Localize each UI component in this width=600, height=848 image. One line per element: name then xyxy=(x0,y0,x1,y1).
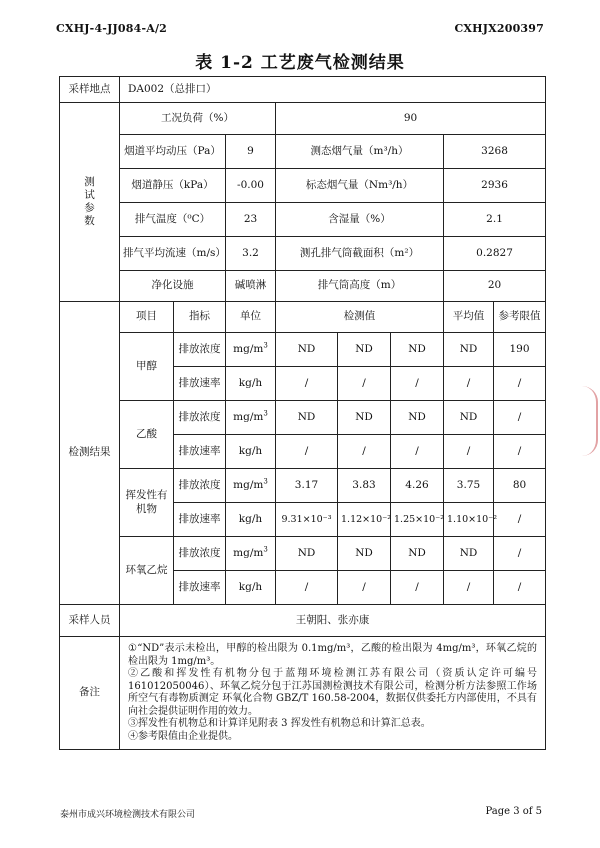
header-limit: 参考限值 xyxy=(494,302,546,333)
param-value: -0.00 xyxy=(226,169,276,203)
value-cell: / xyxy=(391,367,444,401)
average-cell: / xyxy=(444,367,494,401)
value-cell: / xyxy=(276,435,338,469)
param-label: 排气平均流速（m/s） xyxy=(120,237,226,271)
average-cell: ND xyxy=(444,333,494,367)
header-item: 项目 xyxy=(120,302,174,333)
unit: kg/h xyxy=(226,503,276,537)
sampler-value: 王朝阳、张亦康 xyxy=(120,605,546,637)
remark-4: ④参考限值由企业提供。 xyxy=(128,730,238,742)
indicator: 排放速率 xyxy=(174,571,226,605)
value-cell: / xyxy=(276,367,338,401)
param-label: 含湿量（%） xyxy=(276,203,444,237)
param-label: 净化设施 xyxy=(120,271,226,302)
indicator: 排放速率 xyxy=(174,367,226,401)
value-cell: 9.31×10⁻³ xyxy=(276,503,338,537)
sampling-site-row xyxy=(60,77,546,103)
param-row xyxy=(60,135,546,169)
table-row xyxy=(60,469,546,503)
header-value: 检测值 xyxy=(276,302,444,333)
param-value: 3268 xyxy=(444,135,546,169)
value-cell: 1.25×10⁻² xyxy=(391,503,444,537)
pollutant-name: 甲醇 xyxy=(120,333,174,401)
header-indicator: 指标 xyxy=(174,302,226,333)
value-cell: ND xyxy=(276,401,338,435)
value-cell: ND xyxy=(276,537,338,571)
param-value: 20 xyxy=(444,271,546,302)
value-cell: ND xyxy=(391,537,444,571)
load-row xyxy=(60,103,546,135)
average-cell: 1.10×10⁻² xyxy=(444,503,494,537)
average-cell: 3.75 xyxy=(444,469,494,503)
limit-cell: / xyxy=(494,435,546,469)
remark-3: ③挥发性有机物总和计算详见附表 3 挥发性有机物总和计算汇总表。 xyxy=(128,718,431,729)
unit: $mg/m^3$ xyxy=(226,401,276,435)
remarks-label: 备注 xyxy=(60,637,120,750)
sampling-site-value: DA002（总排口） xyxy=(120,77,546,103)
header-unit: 单位 xyxy=(226,302,276,333)
indicator: 排放浓度 xyxy=(174,333,226,367)
remark-1: ①“ND”表示未检出，甲醇的检出限为 0.1mg/m³，乙酸的检出限为 4mg/m³，环氧乙烷的检出限为 1mg/m³。 xyxy=(128,643,538,667)
remarks-row xyxy=(60,637,546,750)
param-value: 2.1 xyxy=(444,203,546,237)
results-header-row xyxy=(60,302,546,333)
pollutant-name: 环氧乙烷 xyxy=(120,537,174,605)
param-row xyxy=(60,169,546,203)
value-cell: ND xyxy=(391,333,444,367)
param-label: 测孔排气筒截面积（m²） xyxy=(276,237,444,271)
pollutant-name: 乙酸 xyxy=(120,401,174,469)
param-value: 3.2 xyxy=(226,237,276,271)
value-cell: 3.17 xyxy=(276,469,338,503)
param-row xyxy=(60,271,546,302)
value-cell: ND xyxy=(276,333,338,367)
indicator: 排放浓度 xyxy=(174,469,226,503)
value-cell: ND xyxy=(391,401,444,435)
unit: $mg/m^3$ xyxy=(226,537,276,571)
param-row xyxy=(60,203,546,237)
table-row xyxy=(60,333,546,367)
load-label: 工况负荷（%） xyxy=(120,103,276,135)
page-number: Page 3 of 5 xyxy=(485,806,542,817)
sampler-row xyxy=(60,605,546,637)
waste-gas-results-table xyxy=(59,76,546,750)
sampler-label: 采样人员 xyxy=(60,605,120,637)
seal-stamp-fragment xyxy=(582,386,600,466)
table-row xyxy=(60,401,546,435)
value-cell: 1.12×10⁻² xyxy=(338,503,391,537)
pollutant-name: 挥发性有机物 xyxy=(120,469,174,537)
value-cell: / xyxy=(391,571,444,605)
param-value: 9 xyxy=(226,135,276,169)
value-cell: ND xyxy=(338,537,391,571)
limit-cell: / xyxy=(494,537,546,571)
average-cell: ND xyxy=(444,401,494,435)
unit: $mg/m^3$ xyxy=(226,333,276,367)
value-cell: ND xyxy=(338,333,391,367)
value-cell: / xyxy=(391,435,444,469)
results-section-label: 检测结果 xyxy=(60,302,120,605)
indicator: 排放速率 xyxy=(174,503,226,537)
indicator: 排放浓度 xyxy=(174,401,226,435)
value-cell: 3.83 xyxy=(338,469,391,503)
limit-cell: / xyxy=(494,503,546,537)
param-value: 2936 xyxy=(444,169,546,203)
limit-cell: 190 xyxy=(494,333,546,367)
params-section-label: 测 试 参 数 xyxy=(60,103,120,302)
unit: kg/h xyxy=(226,571,276,605)
table-row xyxy=(60,537,546,571)
value-cell: 4.26 xyxy=(391,469,444,503)
limit-cell: 80 xyxy=(494,469,546,503)
remark-2: ②乙酸和挥发性有机物分包于蓝翔环境检测江苏有限公司（资质认定许可编号161012050046）、环氧乙烷分包于江苏国测检测技术有限公司，检测分析方法参照工作场所空气有毒物质测定 环氧化合物 GBZ/T 160.58-2004，数据仅供委托方内部使用，不具有向社会提供证明作用的效力。 xyxy=(128,668,538,717)
limit-cell: / xyxy=(494,571,546,605)
param-label: 排气温度（⁰C） xyxy=(120,203,226,237)
param-label: 标态烟气量（Nm³/h） xyxy=(276,169,444,203)
remarks-content xyxy=(120,637,546,750)
limit-cell: / xyxy=(494,367,546,401)
document-code: CXHJ-4-JJ084-A/2 xyxy=(56,22,168,35)
average-cell: ND xyxy=(444,537,494,571)
indicator: 排放速率 xyxy=(174,435,226,469)
unit: kg/h xyxy=(226,367,276,401)
report-number: CXHJX200397 xyxy=(454,22,544,35)
table-title: 表 1-2 工艺废气检测结果 xyxy=(195,53,405,73)
load-value: 90 xyxy=(276,103,546,135)
param-label: 排气筒高度（m） xyxy=(276,271,444,302)
param-value: 0.2827 xyxy=(444,237,546,271)
param-label: 测态烟气量（m³/h） xyxy=(276,135,444,169)
limit-cell: / xyxy=(494,401,546,435)
param-row xyxy=(60,237,546,271)
average-cell: / xyxy=(444,435,494,469)
sampling-site-label: 采样地点 xyxy=(60,77,120,103)
value-cell: ND xyxy=(338,401,391,435)
value-cell: / xyxy=(276,571,338,605)
param-value: 碱喷淋 xyxy=(226,271,276,302)
unit: kg/h xyxy=(226,435,276,469)
header-average: 平均值 xyxy=(444,302,494,333)
param-label: 烟道静压（kPa） xyxy=(120,169,226,203)
value-cell: / xyxy=(338,435,391,469)
param-value: 23 xyxy=(226,203,276,237)
unit: $mg/m^3$ xyxy=(226,469,276,503)
indicator: 排放浓度 xyxy=(174,537,226,571)
param-label: 烟道平均动压（Pa） xyxy=(120,135,226,169)
footer-company: 泰州市成兴环境检测技术有限公司 xyxy=(60,810,196,820)
average-cell: / xyxy=(444,571,494,605)
value-cell: / xyxy=(338,571,391,605)
value-cell: / xyxy=(338,367,391,401)
